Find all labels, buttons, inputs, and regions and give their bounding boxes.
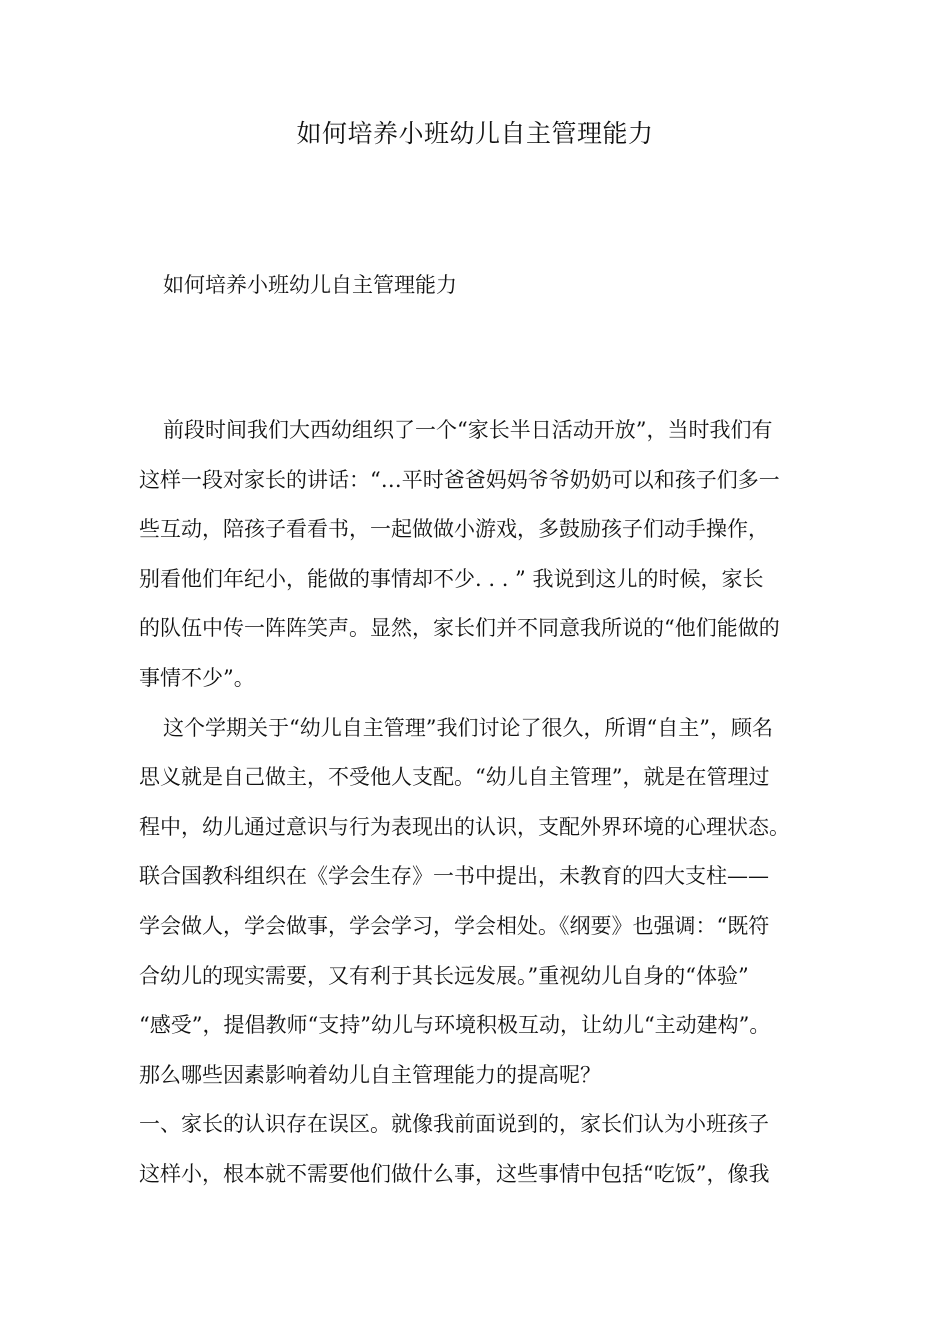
paragraph-line: 事情不少”。: [139, 665, 255, 690]
paragraph-line: 合幼儿的现实需要，又有利于其长远发展。”重视幼儿自身的“体验”: [139, 963, 749, 988]
paragraph-line: 程中，幼儿通过意识与行为表现出的认识，支配外界环境的心理状态。: [139, 814, 790, 839]
paragraph-line: 那么哪些因素影响着幼儿自主管理能力的提高呢？: [139, 1062, 601, 1087]
document-title: 如何培养小班幼儿自主管理能力: [296, 119, 654, 148]
paragraph-line: “感受”，提倡教师“支持”幼儿与环境积极互动，让幼儿“主动建构”。: [139, 1013, 771, 1038]
paragraph-line: 这样一段对家长的讲话：“…平时爸爸妈妈爷爷奶奶可以和孩子们多一: [139, 467, 780, 492]
paragraph-line: 思义就是自己做主，不受他人支配。“幼儿自主管理”，就是在管理过: [139, 765, 770, 790]
document-subtitle: 如何培养小班幼儿自主管理能力: [163, 273, 457, 297]
paragraph-line: 些互动，陪孩子看看书，一起做做小游戏，多鼓励孩子们动手操作，: [139, 517, 769, 542]
paragraph-line: 别看他们年纪小，能做的事情却不少. . . ” 我说到这儿的时候，家长: [139, 566, 764, 591]
body-text: [139, 412, 829, 1206]
paragraph-line: 这个学期关于“幼儿自主管理”我们讨论了很久，所谓“自主”，顾名: [163, 715, 773, 740]
paragraph-line: 一、家长的认识存在误区。就像我前面说到的，家长们认为小班孩子: [139, 1112, 769, 1137]
paragraph-line: 学会做人，学会做事，学会学习，学会相处。《纲要》也强调：“既符: [139, 913, 770, 938]
paragraph-line: 联合国教科组织在《学会生存》一书中提出，未教育的四大支柱——: [139, 864, 769, 889]
paragraph-line: 这样小，根本就不需要他们做什么事，这些事情中包括“吃饭”，像我: [139, 1161, 770, 1186]
paragraph-line: 前段时间我们大西幼组织了一个“家长半日活动开放”，当时我们有: [163, 418, 773, 442]
paragraph-line: 的队伍中传一阵阵笑声。显然，家长们并不同意我所说的“他们能做的: [139, 616, 780, 641]
